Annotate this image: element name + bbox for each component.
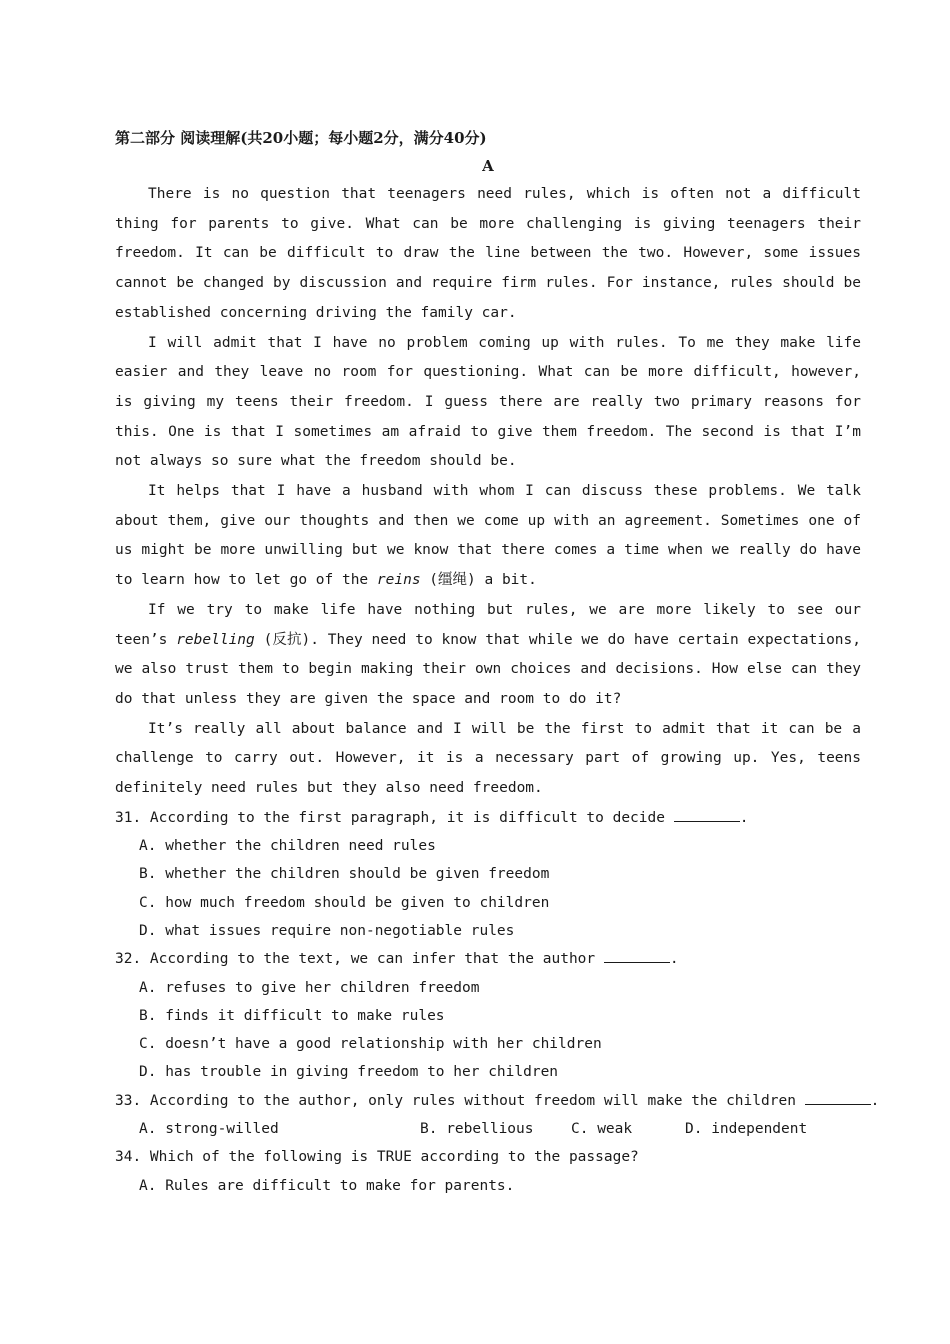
option: D. has trouble in giving freedom to her children xyxy=(139,1064,559,1081)
paragraph-3: It helps that I have a husband with whom I can discuss these problems. We talk about them, give our thoughts and then we come up with an agreement. Sometimes one of us might be more unwilling but we know that there comes a time when we really do have to learn how to let go of the reins (缰绳) a bit. xyxy=(115,483,861,589)
question-33: 33. According to the author, only rules without freedom will make the children . xyxy=(115,1087,861,1115)
option: A. Rules are difficult to make for parents. xyxy=(139,1177,515,1194)
option: C. doesn’t have a good relationship with her children xyxy=(139,1036,602,1053)
option: B. finds it difficult to make rules xyxy=(139,1007,445,1024)
paragraph-1: There is no question that teenagers need rules, which is often not a difficult thing for parents to give. What can be more challenging is giving teenagers their freedom. It can be difficult to draw the line between the two. However, some issues cannot be changed by discussion and require firm rules. For instance, rules should be established concerning driving the family car. xyxy=(115,186,861,321)
answer-blank xyxy=(805,1090,871,1105)
question-32: 32. According to the text, we can infer that the author . xyxy=(115,945,861,973)
answer-blank xyxy=(674,807,740,822)
section-heading: 第二部分 阅读理解(共20小题；每小题2分，满分40分) xyxy=(115,129,487,147)
option: C. how much freedom should be given to children xyxy=(139,894,550,911)
option: D. independent xyxy=(685,1121,808,1138)
question-31: 31. According to the first paragraph, it is difficult to decide . xyxy=(115,804,861,832)
option: B. whether the children should be given freedom xyxy=(139,866,550,883)
paragraph-4: If we try to make life have nothing but rules, we are more likely to see our teen’s rebelling (反抗). They need to know that while we do have certain expectations, we also trust them to begin making their own choices and decisions. How else can they do that unless they are given the space and room to do it? xyxy=(115,601,861,707)
option: A. strong-willed xyxy=(139,1121,279,1138)
option-row xyxy=(115,1115,861,1143)
option: A. whether the children need rules xyxy=(139,838,436,855)
option: D. what issues require non-negotiable rules xyxy=(139,922,515,939)
option: B. rebellious xyxy=(420,1121,534,1138)
glossed-word: reins xyxy=(376,572,421,589)
passage-label: A xyxy=(482,157,494,175)
option: C. weak xyxy=(571,1121,633,1138)
option: A. refuses to give her children freedom xyxy=(139,979,480,996)
question-34: 34. Which of the following is TRUE according to the passage? xyxy=(115,1149,639,1166)
paragraph-5: It’s really all about balance and I will be the first to admit that it can be a challenge to carry out. However, it is a necessary part of growing up. Yes, teens definitely need rules but they also need freedom. xyxy=(115,720,861,797)
document-page xyxy=(115,124,880,1200)
paragraph-2: I will admit that I have no problem coming up with rules. To me they make life easier and they leave no room for questioning. What can be more difficult, however, is giving my teens their freedom. I guess there are really two primary reasons for this. One is that I sometimes am afraid to give them freedom. The second is that I’m not always so sure what the freedom should be. xyxy=(115,334,861,470)
glossed-word: rebelling xyxy=(176,631,255,648)
answer-blank xyxy=(604,948,670,963)
